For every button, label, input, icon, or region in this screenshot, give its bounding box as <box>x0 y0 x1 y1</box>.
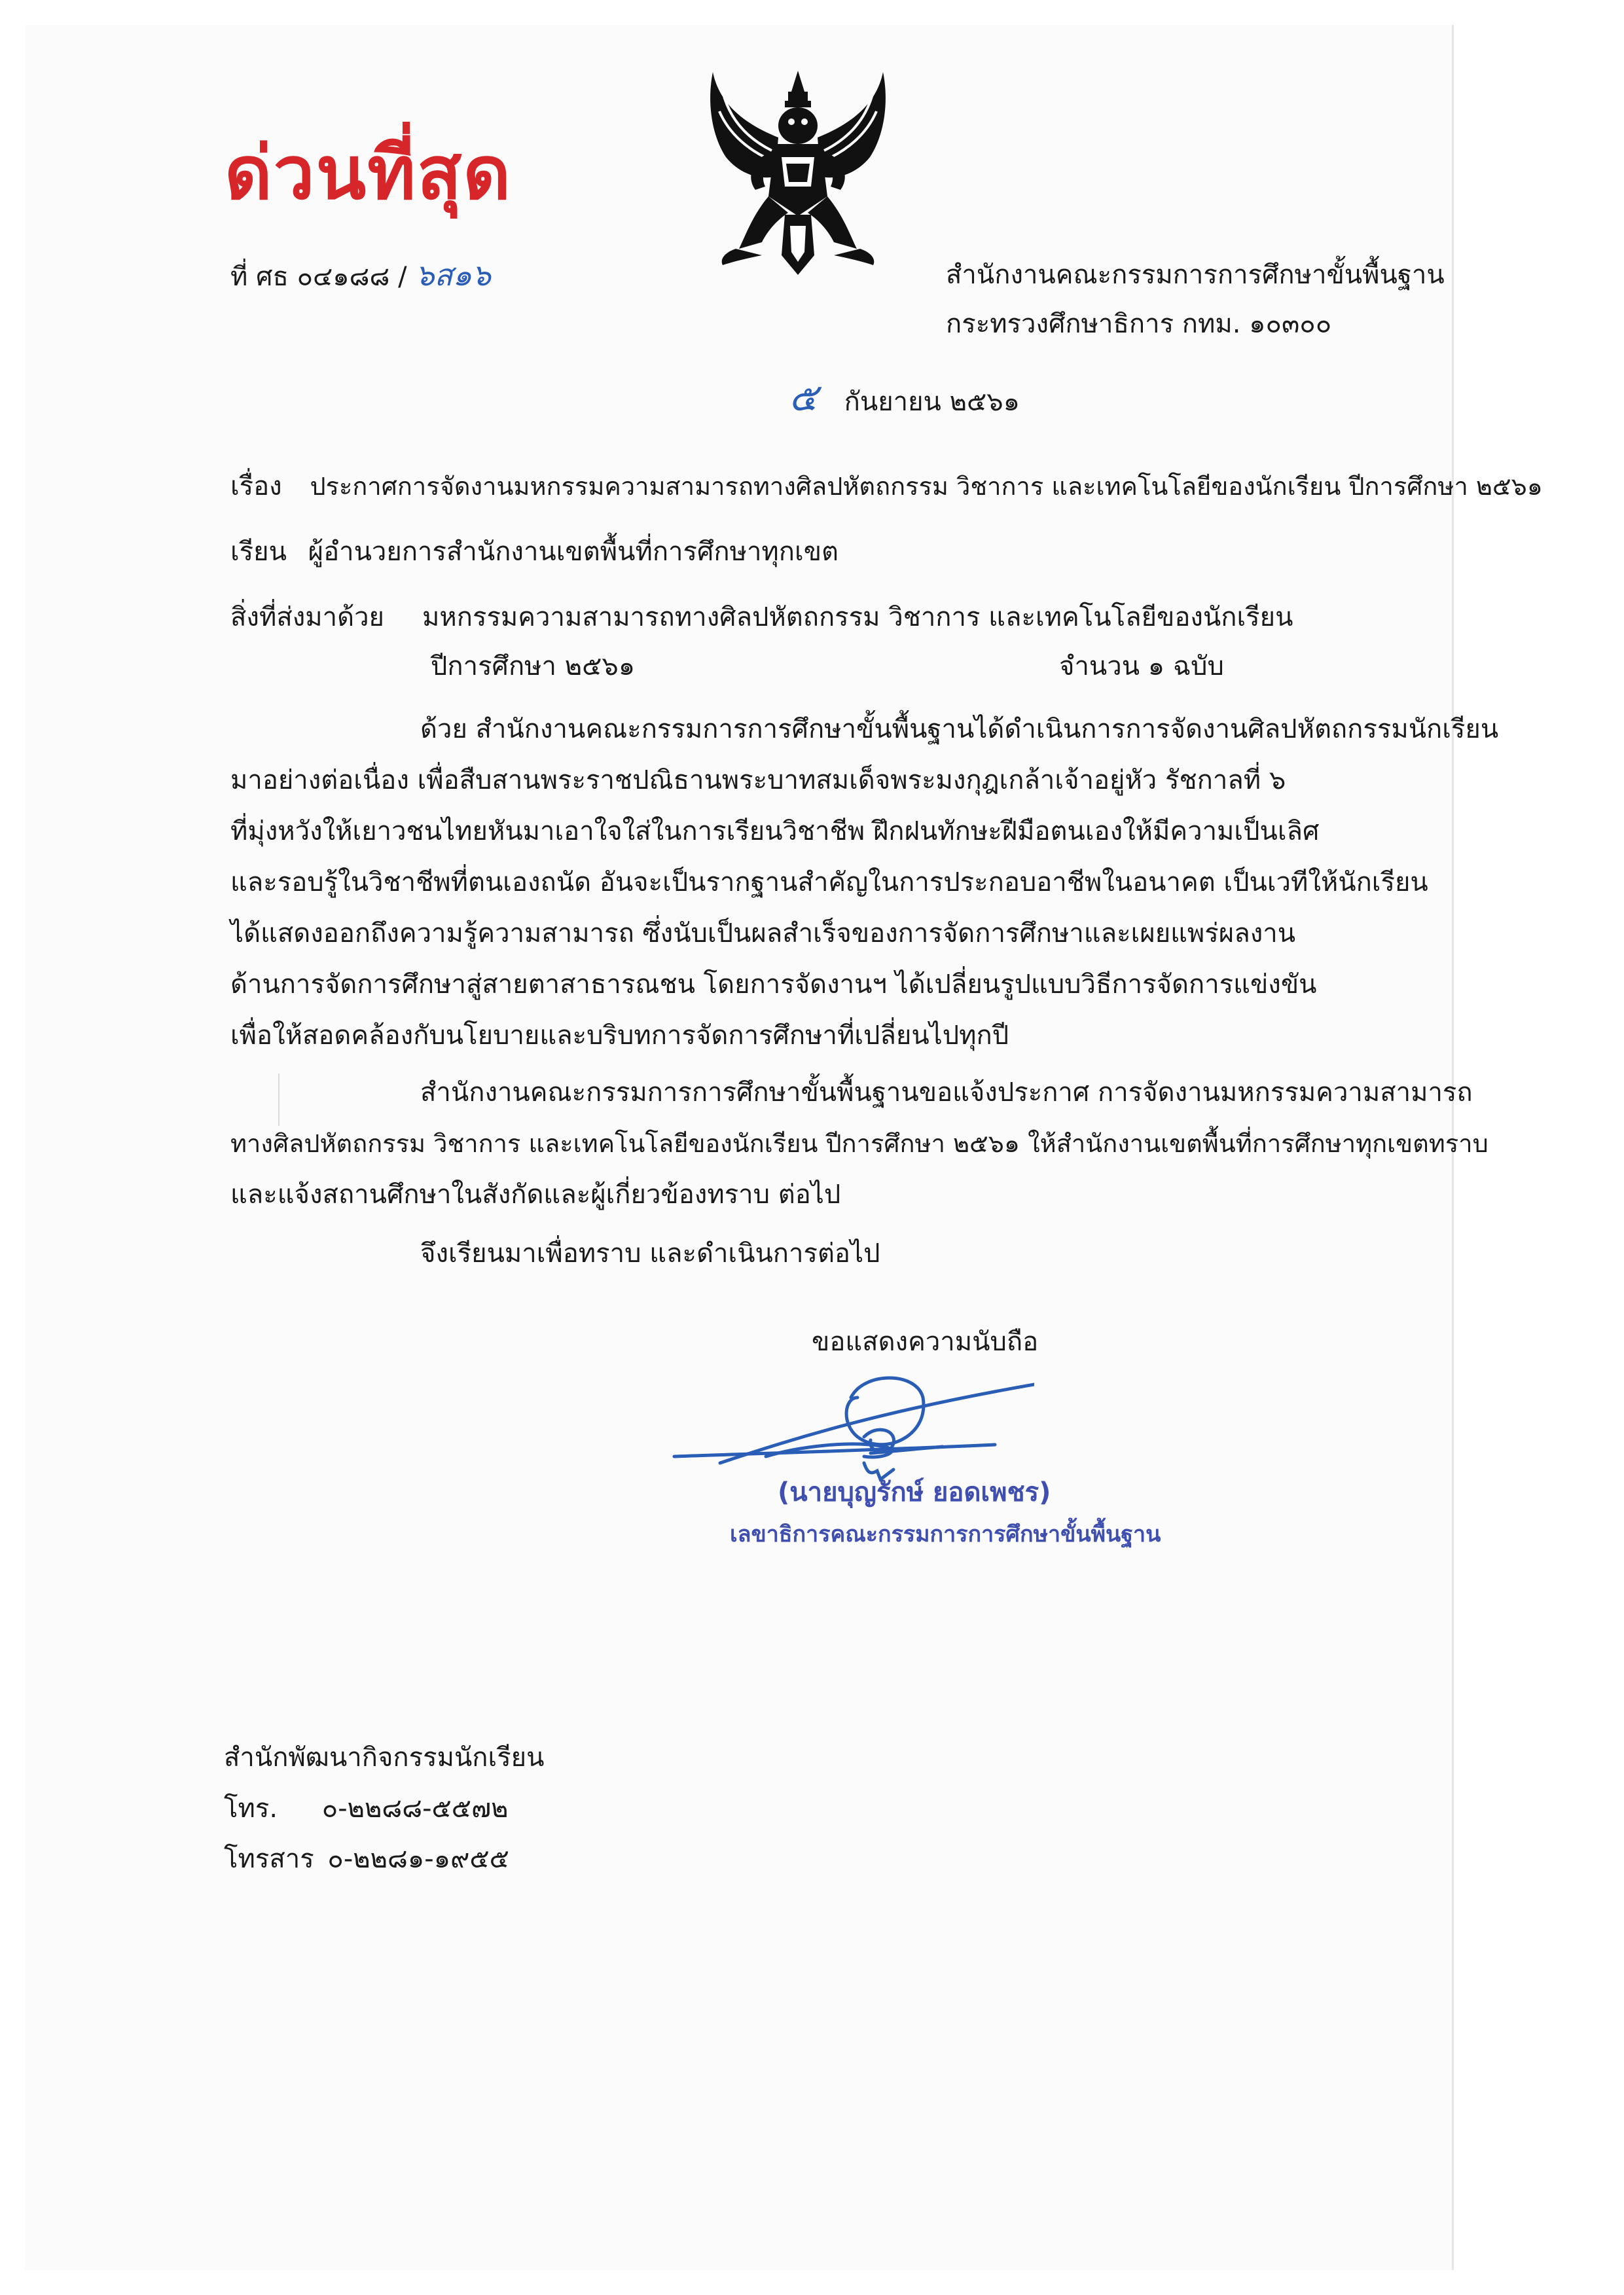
reference-prefix: ที่ ศธ ๐๔๑๘๘ / <box>230 262 407 292</box>
paragraph-line: ที่มุ่งหวังให้เยาวชนไทยหันมาเอาใจใส่ในการเรียนวิชาชีพ ฝึกฝนทักษะฝีมือตนเองให้มีความเป็นเลิศ <box>230 816 1320 846</box>
enclosure-label: สิ่งที่ส่งมาด้วย <box>230 602 384 632</box>
paragraph-line: และแจ้งสถานศึกษาในสังกัดและผู้เกี่ยวข้องทราบ ต่อไป <box>230 1180 841 1210</box>
enclosure-count: จำนวน ๑ ฉบับ <box>1059 651 1224 681</box>
body-paragraph-1 <box>230 704 1499 1061</box>
body-paragraph-2 <box>230 1067 1489 1220</box>
enclosure-item-year: ปีการศึกษา ๒๕๖๑ <box>431 651 636 681</box>
paragraph-line: ทางศิลปหัตถกรรม วิชาการ และเทคโนโลยีของนักเรียน ปีการศึกษา ๒๕๖๑ ให้สำนักงานเขตพื้นที่การศึกษาทุกเขตทราบ <box>230 1129 1489 1158</box>
phone-number: ๐-๒๒๘๘-๕๕๗๒ <box>321 1794 509 1824</box>
paragraph-line: ได้แสดงออกถึงความรู้ความสามารถ ซึ่งนับเป็นผลสำเร็จของการจัดการศึกษาและเผยแพร่ผลงาน <box>230 918 1296 949</box>
fax-number: ๐-๒๒๘๑-๑๙๕๕ <box>327 1844 509 1874</box>
signatory-position: เลขาธิการคณะกรรมการการศึกษาขั้นพื้นฐาน <box>730 1521 1161 1547</box>
paragraph-line: สำนักงานคณะกรรมการการศึกษาขั้นพื้นฐานขอแจ้งประกาศ การจัดงานมหกรรมความสามารถ <box>420 1077 1473 1108</box>
reference-handwritten: ๖ส๑๖ <box>415 257 491 293</box>
office-address: กระทรวงศึกษาธิการ กทม. ๑๐๓๐๐ <box>946 309 1332 339</box>
recipient-text: ผู้อำนวยการสำนักงานเขตพื้นที่การศึกษาทุกเขต <box>308 537 839 567</box>
recipient-label: เรียน <box>230 537 287 567</box>
footer-unit: สำนักพัฒนากิจกรรมนักเรียน <box>224 1743 545 1773</box>
office-name: สำนักงานคณะกรรมการการศึกษาขั้นพื้นฐาน <box>946 260 1445 290</box>
reference-number <box>230 259 491 293</box>
subject-line <box>230 470 1543 503</box>
closing-regards: ขอแสดงความนับถือ <box>812 1327 1039 1357</box>
letter-date <box>789 375 1020 420</box>
footer-phone <box>224 1792 509 1825</box>
paragraph-line: ด้วย สำนักงานคณะกรรมการการศึกษาขั้นพื้นฐานได้ดำเนินการการจัดงานศิลปหัตถกรรมนักเรียน <box>420 714 1499 744</box>
recipient-line <box>230 535 839 568</box>
date-month-year: กันยายน ๒๕๖๑ <box>844 387 1020 417</box>
paragraph-line: และรอบรู้ในวิชาชีพที่ตนเองถนัด อันจะเป็นรากฐานสำคัญในการประกอบอาชีพในอนาคต เป็นเวทีให้นักเรียน <box>230 867 1428 897</box>
phone-label: โทร. <box>224 1794 278 1824</box>
closing-sentence: จึงเรียนมาเพื่อทราบ และดำเนินการต่อไป <box>420 1238 880 1269</box>
subject-text: ประกาศการจัดงานมหกรรมความสามารถทางศิลปหัตถกรรม วิชาการ และเทคโนโลยีของนักเรียน ปีการศึกษา ๒๕๖๑ <box>310 472 1543 501</box>
urgency-stamp: ด่วนที่สุด <box>225 130 513 216</box>
subject-label: เรื่อง <box>230 471 282 501</box>
paragraph-line: ด้านการจัดการศึกษาสู่สายตาสาธารณชน โดยการจัดงานฯ ได้เปลี่ยนรูปแบบวิธีการจัดการแข่งขัน <box>230 969 1317 1000</box>
garuda-emblem <box>699 65 897 281</box>
date-day-handwritten: ๕ <box>789 375 818 420</box>
fax-label: โทรสาร <box>224 1844 314 1874</box>
signatory-name: (นายบุญรักษ์ ยอดเพชร) <box>778 1477 1051 1508</box>
enclosure-item: มหกรรมความสามารถทางศิลปหัตถกรรม วิชาการ และเทคโนโลยีของนักเรียน <box>422 602 1293 632</box>
paragraph-line: เพื่อให้สอดคล้องกับนโยบายและบริบทการจัดการศึกษาที่เปลี่ยนไปทุกปี <box>230 1021 1009 1051</box>
paragraph-line: มาอย่างต่อเนื่อง เพื่อสืบสานพระราชปณิธานพระบาทสมเด็จพระมงกุฎเกล้าเจ้าอยู่หัว รัชกาลที่ ๖ <box>230 765 1286 795</box>
footer-fax <box>224 1843 509 1875</box>
